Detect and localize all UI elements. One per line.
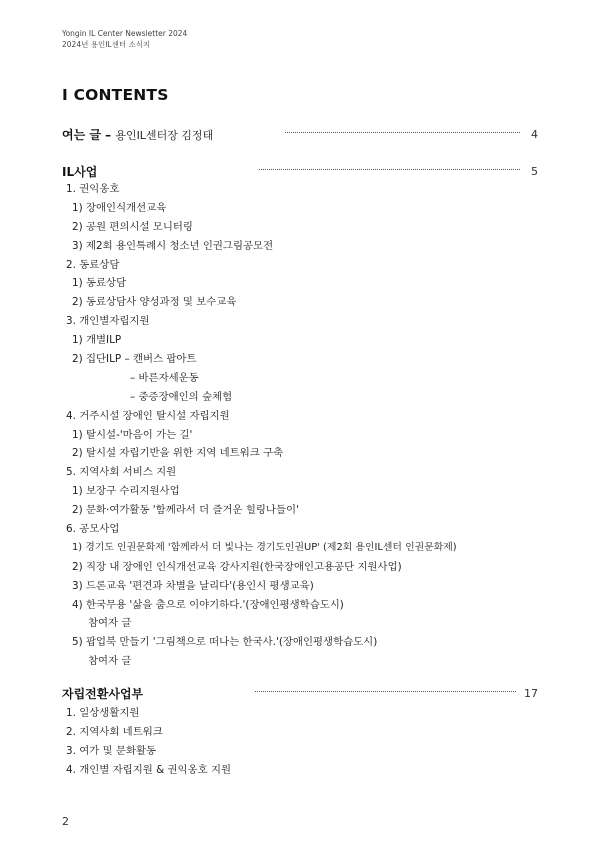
toc-page-number: 4 xyxy=(531,127,538,141)
list-item[interactable]: 3. 여가 및 문화활동 xyxy=(66,744,157,757)
list-item[interactable]: 2) 직장 내 장애인 인식개선교육 강사지원(한국장애인고용공단 지원사업) xyxy=(72,560,402,573)
list-item[interactable]: 4. 개인별 자립지원 & 권익옹호 지원 xyxy=(66,763,232,776)
newsletter-header xyxy=(62,28,187,50)
transition-item-list xyxy=(66,704,546,780)
toc-section-label: 여는 글 – 용인IL센터장 김정태 xyxy=(62,127,214,142)
page-number: 2 xyxy=(62,815,69,828)
list-item[interactable]: 1. 권익옹호 xyxy=(66,183,120,195)
toc-section-il[interactable] xyxy=(62,161,538,181)
toc-page-number: 17 xyxy=(524,686,538,700)
list-item[interactable]: 5) 팝업북 만들기 '그림책으로 떠나는 한국사.'(장애인평생학습도시) xyxy=(72,636,378,649)
list-item[interactable]: 1. 일상생활지원 xyxy=(66,707,140,719)
list-item[interactable]: 1) 보장구 수리지원사업 xyxy=(72,485,180,498)
page-title: I CONTENTS xyxy=(62,86,169,104)
list-item[interactable]: 2) 공원 편의시설 모니터링 xyxy=(72,220,193,233)
list-item[interactable]: 2) 문화·여가활동 '함께라서 더 즐거운 힐링나들이' xyxy=(72,504,299,517)
list-item[interactable]: 1) 동료상담 xyxy=(72,277,127,290)
toc-section-label: IL사업 xyxy=(62,164,98,179)
toc-page-number: 5 xyxy=(531,164,538,178)
list-item[interactable]: 1) 탈시설-'마음이 가는 길' xyxy=(72,428,193,441)
header-line-korean: 2024년 용인IL센터 소식지 xyxy=(62,40,151,49)
list-item[interactable]: 3) 제2회 용인특례시 청소년 인권그림공모전 xyxy=(72,239,274,252)
list-item[interactable]: 2) 동료상담사 양성과정 및 보수교육 xyxy=(72,296,237,309)
list-item[interactable]: 1) 장애인식개선교육 xyxy=(72,201,167,214)
list-item[interactable]: 3. 개인별자립지원 xyxy=(66,315,150,328)
list-item[interactable]: – 바른자세운동 xyxy=(130,371,199,384)
list-item[interactable]: 4. 거주시설 장애인 탈시설 자립지원 xyxy=(66,409,230,422)
list-item[interactable]: 2. 지역사회 네트워크 xyxy=(66,725,163,738)
leader-dots xyxy=(259,169,520,170)
list-item[interactable]: 2. 동료상담 xyxy=(66,258,120,271)
list-item[interactable]: 참여자 글 xyxy=(88,655,132,668)
toc-section-transition[interactable] xyxy=(62,683,538,703)
leader-dots xyxy=(285,132,520,133)
list-item[interactable]: 1) 경기도 인권문화제 '함께라서 더 빛나는 경기도인권UP' (제2회 용인IL센터 인권문화제) xyxy=(72,541,457,553)
list-item[interactable]: 3) 드론교육 '편견과 차별을 날리다'(용인시 평생교육) xyxy=(72,579,314,592)
list-item[interactable]: 1) 개별ILP xyxy=(72,334,122,347)
list-item[interactable]: 2) 집단ILP – 캔버스 팝아트 xyxy=(72,353,197,366)
list-item[interactable]: 참여자 글 xyxy=(88,617,132,630)
list-item[interactable]: 5. 지역사회 서비스 지원 xyxy=(66,466,177,479)
header-line-english: Yongin IL Center Newsletter 2024 xyxy=(62,29,188,38)
toc-section-label: 자립전환사업부 xyxy=(62,686,144,701)
toc-section-opening[interactable] xyxy=(62,124,538,144)
list-item[interactable]: 4) 한국무용 '삶을 춤으로 이야기하다.'(장애인평생학습도시) xyxy=(72,598,344,611)
leader-dots xyxy=(255,691,516,692)
list-item[interactable]: – 중증장애인의 숲체험 xyxy=(130,390,233,403)
list-item[interactable]: 6. 공모사업 xyxy=(66,523,120,536)
list-item[interactable]: 2) 탈시설 자립기반을 위한 지역 네트워크 구축 xyxy=(72,447,284,460)
il-item-list xyxy=(66,180,546,671)
